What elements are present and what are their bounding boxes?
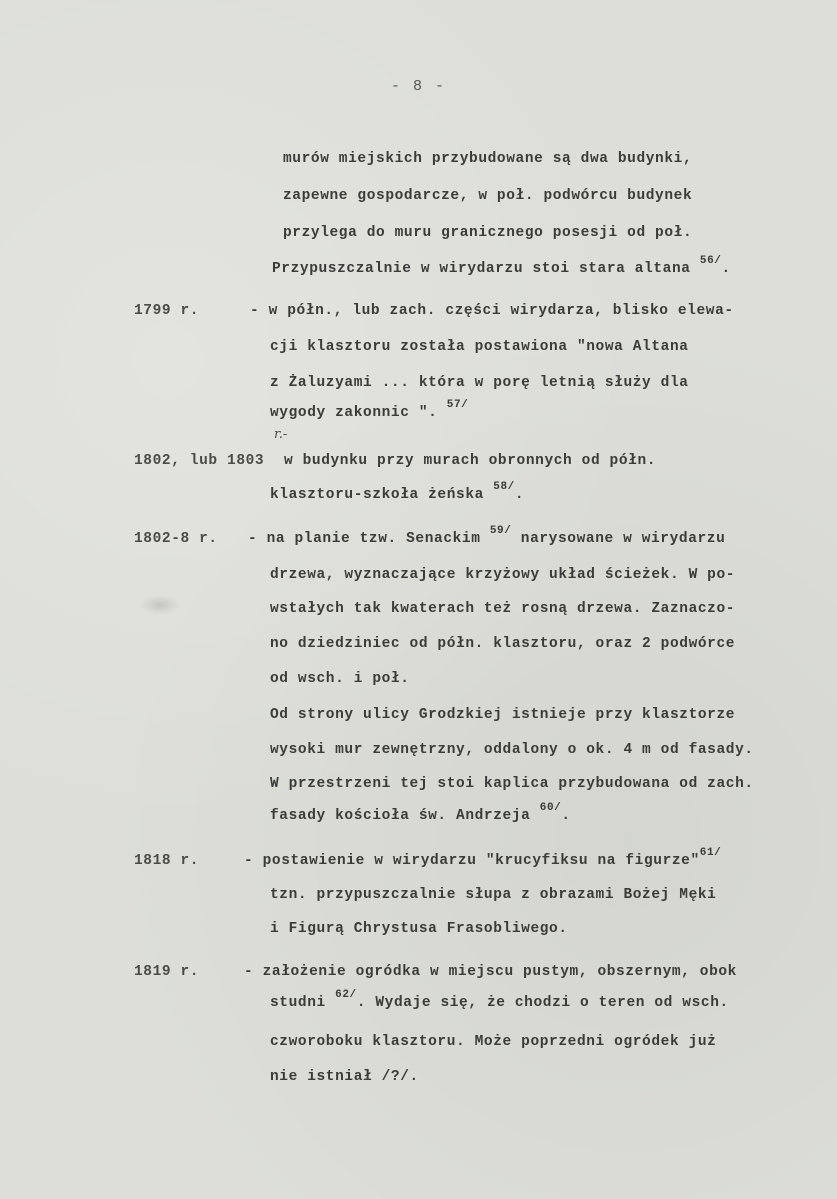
text-line: [270, 802, 571, 825]
text-line: w budynku przy murach obronnych od półn.: [284, 453, 657, 469]
footnote-ref: 58/: [493, 481, 515, 494]
footnote-ref: 59/: [489, 525, 512, 538]
text-line: - w półn., lub zach. części wirydarza, blisko elewa-: [250, 303, 734, 319]
text-line: [270, 481, 525, 504]
text-span: fasady kościoła św. Andrzeja: [270, 808, 531, 824]
text-span: wygody zakonnic ".: [270, 405, 438, 421]
text-line: przylega do muru granicznego posesji od poł.: [283, 225, 693, 241]
handwritten-note: r.-: [274, 427, 288, 442]
text-span: - postawienie w wirydarzu "krucyfiksu na figurze": [244, 853, 700, 869]
text-line: wstałych tak kwaterach też rosną drzewa. Zaznaczo-: [270, 601, 736, 617]
text-line: zapewne gospodarcze, w poł. podwórcu budynek: [283, 188, 693, 204]
entry-date: 1802-8 r.: [134, 531, 218, 547]
text-span: . Wydaje się, że chodzi o teren od wsch.: [356, 995, 729, 1011]
text-line: z Żaluzyami ... która w porę letnią służy dla: [270, 375, 689, 391]
text-span: - na planie tzw. Senackim: [248, 531, 481, 547]
entry-date: 1818 r.: [134, 853, 200, 869]
text-line: [270, 399, 469, 422]
text-line: [248, 525, 726, 548]
text-line: Od strony ulicy Grodzkiej istnieje przy klasztorze: [270, 707, 736, 723]
text-line: drzewa, wyznaczające krzyżowy układ ścieżek. W po-: [270, 567, 736, 583]
text-span: .: [514, 487, 525, 503]
footnote-ref: 61/: [699, 847, 722, 860]
text-line: murów miejskich przybudowane są dwa budynki,: [283, 151, 693, 167]
text-span: Przypuszczalnie w wirydarzu stoi stara altana: [272, 261, 691, 277]
text-span: studni: [270, 995, 326, 1011]
text-line: no dziedziniec od półn. klasztoru, oraz 2 podwórce: [270, 636, 736, 652]
footnote-ref: 62/: [335, 989, 357, 1002]
text-line: - założenie ogródka w miejscu pustym, obszernym, obok: [244, 964, 737, 980]
text-line: [270, 989, 729, 1012]
text-line: nie istniał /?/.: [270, 1069, 419, 1085]
text-line: cji klasztoru została postawiona "nowa Altana: [270, 339, 689, 355]
text-span: .: [721, 261, 731, 277]
entry-date: 1799 r.: [134, 303, 200, 319]
text-line: i Figurą Chrystusa Frasobliwego.: [270, 921, 568, 937]
text-span: .: [561, 808, 571, 824]
text-span: narysowane w wirydarzu: [520, 531, 726, 547]
text-line: wysoki mur zewnętrzny, oddalony o ok. 4 m od fasady.: [270, 742, 754, 758]
text-line: tzn. przypuszczalnie słupa z obrazami Bożej Męki: [270, 887, 717, 903]
text-line: [272, 255, 731, 278]
footnote-ref: 57/: [446, 399, 469, 412]
text-line: [244, 847, 722, 870]
entry-date: 1819 r.: [134, 964, 200, 980]
page-number: - 8 -: [390, 78, 446, 95]
paper-smudge: [140, 595, 180, 615]
text-line: czworoboku klasztoru. Może poprzedni ogródek już: [270, 1034, 717, 1050]
entry-date: 1802, lub 1803: [134, 453, 265, 469]
text-line: W przestrzeni tej stoi kaplica przybudowana od zach.: [270, 776, 754, 792]
footnote-ref: 60/: [539, 802, 562, 815]
text-span: klasztoru-szkoła żeńska: [270, 487, 484, 503]
text-line: od wsch. i poł.: [270, 671, 410, 687]
footnote-ref: 56/: [699, 255, 722, 268]
